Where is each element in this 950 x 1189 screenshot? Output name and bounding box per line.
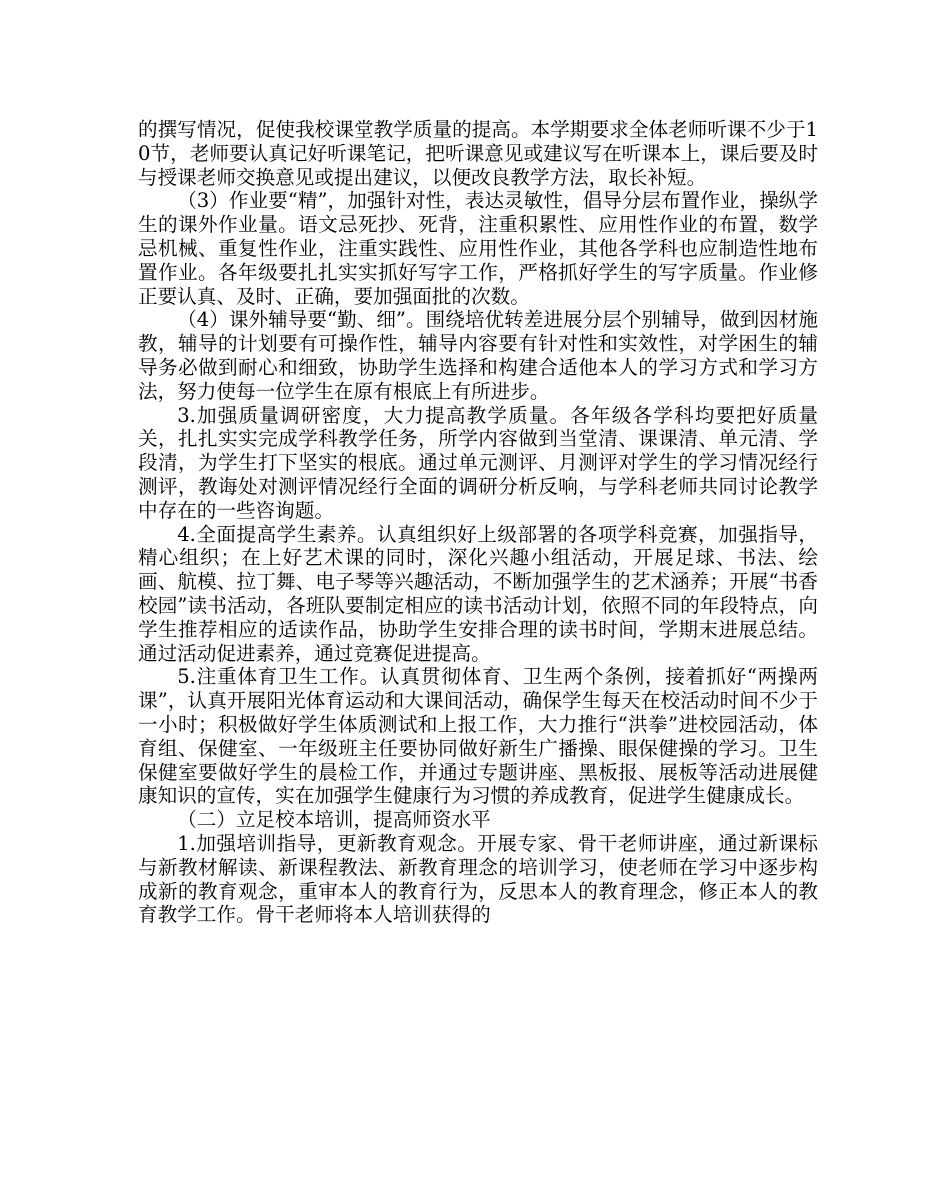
paragraph-student-literacy: 4.全面提高学生素养。认真组织好上级部署的各项学科竞赛，加强指导，精心组织；在上好艺术课的同时，深化兴趣小组活动，开展足球、书法、绘画、航模、拉丁舞、电子琴等兴趣活动，不断加强学生的艺术涵养；开展“书香校园”读书活动，各班队要制定相应的读书活动计划，依照不同的年段特点，向学生推荐相应的适读作品，协助学生安排合理的读书时间，学期末进展总结。通过活动促进素养，通过竞赛促进提高。	[138, 522, 818, 665]
paragraph-lesson-observation-continued: 的撰写情况，促使我校课堂教学质量的提高。本学期要求全体老师听课不少于10节，老师要认真记好听课笔记，把听课意见或建议写在听课本上，课后要及时与授课老师交换意见或提出建议，以便改良教学方法，取长补短。	[138, 118, 818, 189]
paragraph-homework: （3）作业要“精”，加强针对性，表达灵敏性，倡导分层布置作业，操纵学生的课外作业量。语文忌死抄、死背，注重积累性、应用性作业的布置，数学忌机械、重复性作业，注重实践性、应用性作业，其他各学科也应制造性地布置作业。各年级要扎扎实实抓好写字工作，严格抓好学生的写字质量。作业修正要认真、及时、正确，要加强面批的次数。	[138, 189, 818, 308]
document-page	[138, 118, 818, 927]
paragraph-tutoring: （4）课外辅导要“勤、细”。围绕培优转差进展分层个别辅导，做到因材施教，辅导的计划要有可操作性，辅导内容要有针对性和实效性，对学困生的辅导务必做到耐心和细致，协助学生选择和构建合适他本人的学习方式和学习方法，努力使每一位学生在原有根底上有所进步。	[138, 308, 818, 403]
paragraph-training-guidance: 1.加强培训指导，更新教育观念。开展专家、骨干老师讲座，通过新课标与新教材解读、新课程教法、新教育理念的培训学习，使老师在学习中逐步构成新的教育观念，重审本人的教育行为，反思本人的教育理念，修正本人的教育教学工作。骨干老师将本人培训获得的	[138, 831, 818, 927]
paragraph-quality-research: 3.加强质量调研密度，大力提高教学质量。各年级各学科均要把好质量关，扎扎实实完成学科教学任务，所学内容做到当堂清、课课清、单元清、学段清，为学生打下坚实的根底。通过单元测评、月测评对学生的学习情况经行测评，教诲处对测评情况经行全面的调研分析反响，与学科老师共同讨论教学中存在的一些咨询题。	[138, 403, 818, 522]
section-heading-school-training: （二）立足校本培训，提高师资水平	[177, 808, 491, 832]
paragraph-sports-health: 5.注重体育卫生工作。认真贯彻体育、卫生两个条例，接着抓好“两操两课”，认真开展阳光体育运动和大课间活动，确保学生每天在校活动时间不少于一小时；积极做好学生体质测试和上报工作，大力推行“洪拳”进校园活动，体育组、保健室、一年级班主任要协同做好新生广播操、眼保健操的学习。卫生保健室要做好学生的晨检工作，并通过专题讲座、黑板报、展板等活动进展健康知识的宣传，实在加强学生健康行为习惯的养成教育，促进学生健康成长。	[138, 665, 818, 808]
